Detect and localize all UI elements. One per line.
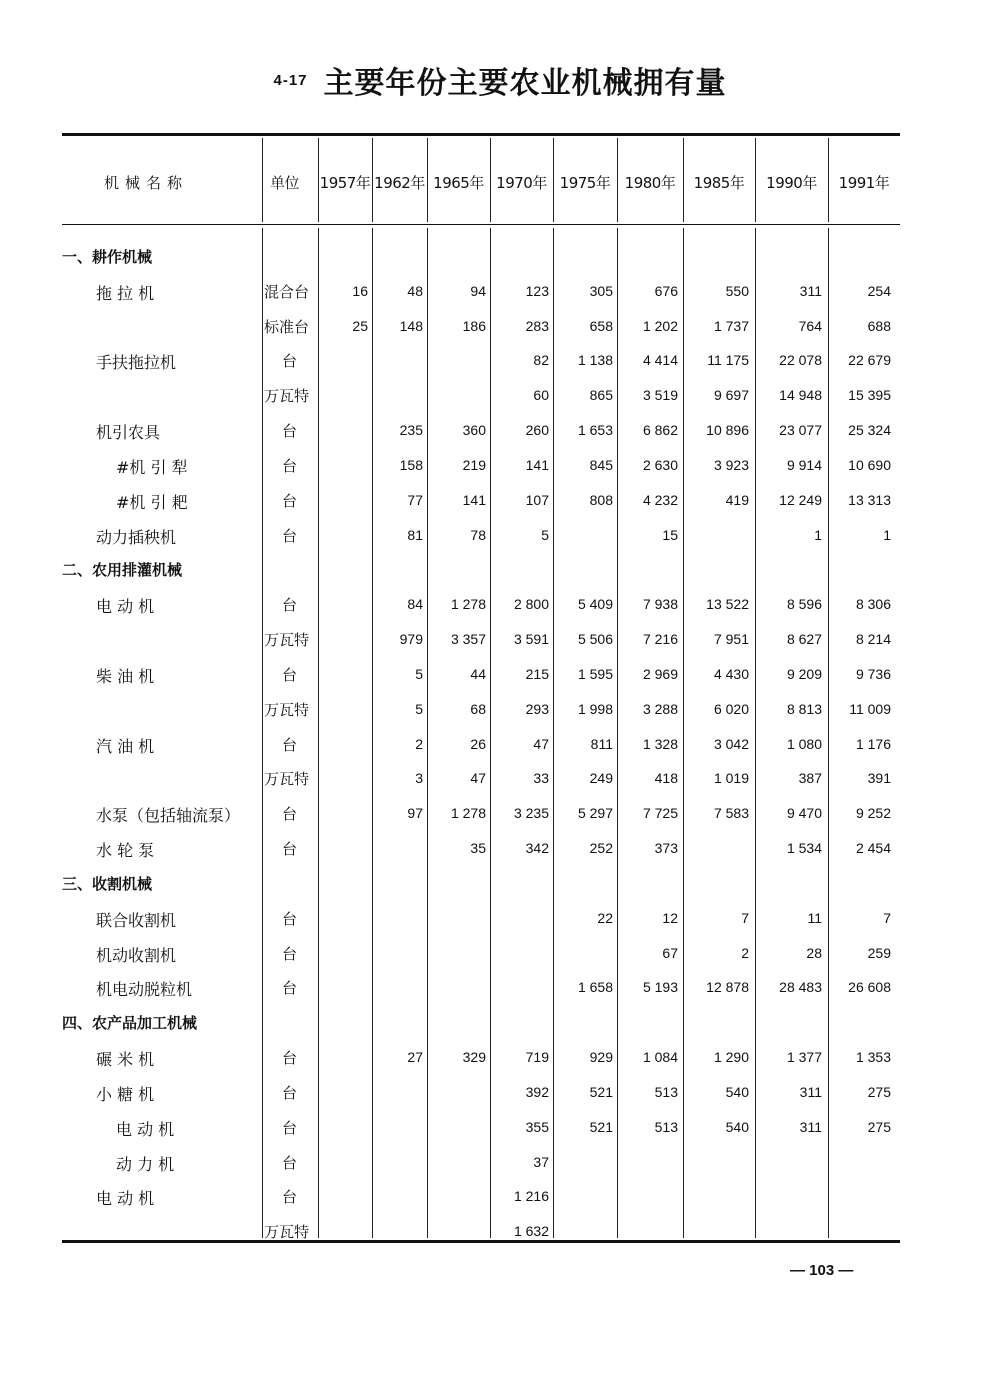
table-cell: 235 [399, 422, 423, 439]
table-cell: 9 252 [855, 805, 891, 822]
table-cell: 12 249 [779, 491, 822, 508]
table-cell: 845 [589, 456, 613, 473]
row-label: 手扶拖拉机 [96, 353, 177, 373]
table-cell: 97 [407, 805, 423, 822]
table-cell: 1 632 [513, 1223, 549, 1240]
table-cell: 311 [799, 1118, 822, 1135]
row-unit: 台 [282, 596, 298, 615]
table-cell: 1 [883, 526, 891, 543]
table-cell: 808 [589, 491, 613, 508]
table-cell: 1 176 [855, 735, 891, 752]
table-cell: 4 232 [642, 491, 678, 508]
table-cell: 5 506 [577, 631, 613, 648]
header-year: 1962年 [374, 174, 425, 192]
table-cell: 13 313 [848, 491, 891, 508]
row-unit: 混合台 [264, 282, 310, 301]
table-cell: 418 [654, 770, 678, 787]
table-cell: 4 414 [642, 352, 678, 369]
row-unit: 台 [282, 979, 298, 998]
header-unit-col: 单位 [270, 174, 300, 192]
table-cell: 676 [654, 282, 678, 299]
header-year: 1990年 [766, 174, 817, 192]
table-cell: 78 [470, 526, 486, 543]
row-unit: 台 [282, 840, 298, 859]
row-label: 电 动 机 [96, 1189, 155, 1209]
table-cell: 311 [799, 1083, 822, 1100]
row-unit: 万瓦特 [264, 770, 310, 789]
row-unit: 台 [282, 1118, 298, 1137]
table-cell: 1 595 [577, 665, 613, 682]
row-label: 汽 油 机 [96, 736, 155, 756]
table-cell: 8 627 [786, 631, 822, 648]
table-cell: 540 [725, 1083, 749, 1100]
table-cell: 929 [589, 1049, 613, 1066]
table-cell: 329 [462, 1049, 486, 1066]
table-cell: 9 697 [713, 387, 749, 404]
row-label: 水 轮 泵 [96, 841, 155, 861]
table-cell: 47 [533, 735, 549, 752]
table-cell: 5 [415, 700, 423, 717]
table-cell: 13 522 [706, 596, 749, 613]
table-cell: 12 [662, 909, 678, 926]
table-cell: 26 608 [848, 979, 891, 996]
table-cell: 15 [662, 526, 678, 543]
table-cell: 1 278 [450, 805, 486, 822]
table-cell: 2 454 [855, 840, 891, 857]
table-cell: 6 862 [642, 422, 678, 439]
table-cell: 373 [654, 840, 678, 857]
table-cell: 865 [589, 387, 613, 404]
table-cell: 979 [399, 631, 423, 648]
header-year: 1970年 [496, 174, 547, 192]
row-label: #机 引 耙 [116, 492, 188, 512]
table-cell: 10 896 [706, 422, 749, 439]
table-cell: 28 483 [779, 979, 822, 996]
row-label: 动 力 机 [116, 1154, 175, 1174]
table-cell: 293 [525, 700, 549, 717]
row-unit: 台 [282, 352, 298, 371]
table-cell: 391 [867, 770, 891, 787]
table-cell: 10 690 [848, 456, 891, 473]
table-cell: 148 [399, 317, 423, 334]
table-cell: 16 [352, 282, 368, 299]
row-label: 拖 拉 机 [96, 283, 155, 303]
header-year: 1975年 [559, 174, 611, 192]
row-unit: 台 [282, 422, 298, 441]
row-label: 小 糖 机 [96, 1084, 155, 1104]
table-cell: 5 409 [577, 596, 613, 613]
table-cell: 719 [525, 1049, 549, 1066]
header-year: 1985年 [693, 174, 745, 192]
table-cell: 3 235 [513, 805, 549, 822]
table-cell: 7 216 [642, 631, 678, 648]
table-cell: 387 [798, 770, 822, 787]
table-cell: 82 [533, 352, 549, 369]
table-cell: 5 193 [642, 979, 678, 996]
table-cell: 688 [867, 317, 891, 334]
row-unit: 万瓦特 [264, 387, 310, 406]
table-cell: 7 725 [642, 805, 678, 822]
row-label: 机电动脱粒机 [96, 980, 193, 1000]
table-cell: 25 [352, 317, 368, 334]
row-unit: 台 [282, 456, 298, 475]
table-cell: 11 175 [707, 352, 749, 369]
column-divider [755, 228, 756, 1238]
column-divider [553, 228, 554, 1238]
table-cell: 22 078 [779, 352, 822, 369]
section-heading: 二、农用排灌机械 [62, 561, 183, 580]
table-cell: 1 138 [577, 352, 613, 369]
table-cell: 7 [883, 909, 891, 926]
table-cell: 22 [597, 909, 613, 926]
table-cell: 7 583 [713, 805, 749, 822]
column-divider [427, 228, 428, 1238]
table-cell: 6 020 [713, 700, 749, 717]
column-divider [372, 228, 373, 1238]
table-cell: 3 [415, 770, 423, 787]
table-cell: 25 324 [848, 422, 891, 439]
table-cell: 8 596 [786, 596, 822, 613]
table-cell: 2 800 [513, 596, 549, 613]
table-cell: 1 290 [713, 1049, 749, 1066]
row-label: 动力插秧机 [96, 527, 177, 547]
table-cell: 419 [725, 491, 749, 508]
table-cell: 1 534 [786, 840, 822, 857]
row-label: 水泵（包括轴流泵） [96, 806, 241, 826]
table-cell: 259 [867, 944, 891, 961]
table-cell: 305 [589, 282, 613, 299]
row-unit: 台 [282, 665, 298, 684]
column-divider [490, 228, 491, 1238]
table-cell: 1 377 [786, 1049, 822, 1066]
header-year: 1965年 [433, 174, 484, 192]
table-cell: 3 357 [450, 631, 486, 648]
row-unit: 台 [282, 1153, 298, 1172]
table-cell: 15 395 [848, 387, 891, 404]
table-cell: 521 [589, 1083, 613, 1100]
table-cell: 2 [415, 735, 423, 752]
table-cell: 1 202 [642, 317, 678, 334]
section-heading: 一、耕作机械 [62, 248, 153, 266]
table-cell: 9 736 [855, 665, 891, 682]
row-unit: 标准台 [264, 317, 310, 336]
table-cell: 764 [798, 317, 822, 334]
table-cell: 12 878 [706, 979, 749, 996]
row-unit: 台 [282, 1049, 298, 1068]
header-year: 1991年 [838, 174, 890, 192]
column-divider [318, 228, 319, 1238]
table-cell: 11 009 [849, 700, 891, 717]
row-label: 机动收割机 [96, 945, 177, 965]
table-cell: 360 [462, 422, 486, 439]
table-cell: 1 998 [577, 700, 613, 717]
row-unit: 台 [282, 944, 298, 963]
table-cell: 3 591 [513, 631, 549, 648]
table-cell: 186 [462, 317, 486, 334]
table-cell: 658 [589, 317, 613, 334]
table-cell: 215 [525, 665, 549, 682]
table-cell: 252 [589, 840, 613, 857]
table-cell: 5 [541, 526, 549, 543]
row-label: 电 动 机 [116, 1119, 175, 1139]
table-cell: 1 328 [642, 735, 678, 752]
row-label: 机引农具 [96, 423, 161, 443]
table-cell: 521 [589, 1118, 613, 1135]
column-divider [828, 228, 829, 1238]
table-cell: 47 [470, 770, 486, 787]
column-divider [683, 228, 684, 1238]
row-unit: 台 [282, 1188, 298, 1207]
table-cell: 1 278 [450, 596, 486, 613]
row-unit: 台 [282, 909, 298, 928]
row-unit: 台 [282, 491, 298, 510]
table-cell: 11 [807, 909, 822, 926]
table-cell: 37 [533, 1153, 549, 1170]
table-cell: 540 [725, 1118, 749, 1135]
table-cell: 14 948 [779, 387, 822, 404]
table-cell: 1 084 [642, 1049, 678, 1066]
row-label: #机 引 犁 [116, 457, 188, 477]
table-cell: 7 [741, 909, 749, 926]
table-cell: 1 353 [855, 1049, 891, 1066]
row-unit: 台 [282, 805, 298, 824]
header-year: 1957年 [319, 174, 371, 192]
row-unit: 万瓦特 [264, 700, 310, 719]
table-cell: 3 042 [713, 735, 749, 752]
column-divider [262, 228, 263, 1238]
row-unit: 台 [282, 735, 298, 754]
table-cell: 60 [533, 387, 549, 404]
page-number: — 103 — [790, 1262, 854, 1279]
table-cell: 84 [407, 596, 423, 613]
table-cell: 77 [407, 491, 423, 508]
bottom-rule [62, 1240, 900, 1243]
table-cell: 8 306 [855, 596, 891, 613]
table-cell: 158 [399, 456, 423, 473]
table-cell: 513 [654, 1083, 678, 1100]
table-cell: 283 [525, 317, 549, 334]
table-cell: 5 [415, 665, 423, 682]
table-cell: 260 [525, 422, 549, 439]
table-cell: 3 923 [713, 456, 749, 473]
table-cell: 123 [525, 282, 549, 299]
table-cell: 23 077 [779, 422, 822, 439]
header-name-col: 机械名称 [104, 174, 189, 192]
row-unit: 万瓦特 [264, 1223, 310, 1242]
table-cell: 513 [654, 1118, 678, 1135]
table-cell: 141 [525, 456, 549, 473]
table-cell: 1 080 [786, 735, 822, 752]
table-cell: 1 658 [577, 979, 613, 996]
row-unit: 台 [282, 526, 298, 545]
table-cell: 8 214 [855, 631, 891, 648]
table-cell: 219 [462, 456, 486, 473]
row-label: 碾 米 机 [96, 1050, 155, 1070]
table-cell: 2 630 [642, 456, 678, 473]
table-cell: 249 [589, 770, 613, 787]
row-label: 柴 油 机 [96, 666, 155, 686]
table-cell: 48 [407, 282, 423, 299]
table-cell: 275 [867, 1118, 891, 1135]
table-cell: 550 [725, 282, 749, 299]
table-cell: 67 [662, 944, 678, 961]
title-text: 主要年份主要农业机械拥有量 [323, 66, 727, 101]
row-unit: 台 [282, 1083, 298, 1102]
table-cell: 355 [525, 1118, 549, 1135]
table-cell: 2 969 [642, 665, 678, 682]
row-label: 电 动 机 [96, 597, 155, 617]
table-cell: 141 [462, 491, 486, 508]
table-number: 4-17 [273, 71, 308, 89]
table-cell: 2 [741, 944, 749, 961]
table-cell: 254 [867, 282, 891, 299]
section-heading: 四、农产品加工机械 [62, 1014, 198, 1033]
table-cell: 311 [799, 282, 822, 299]
table-cell: 8 813 [786, 700, 822, 717]
table-cell: 3 288 [642, 700, 678, 717]
table-cell: 275 [867, 1083, 891, 1100]
table-cell: 3 519 [642, 387, 678, 404]
table-cell: 7 951 [713, 631, 749, 648]
table-cell: 392 [525, 1083, 549, 1100]
table-cell: 33 [533, 770, 549, 787]
header-year: 1980年 [624, 174, 676, 192]
table-cell: 9 470 [786, 805, 822, 822]
column-divider [617, 228, 618, 1238]
header-rule [62, 224, 900, 225]
table-cell: 81 [407, 526, 423, 543]
section-heading: 三、收割机械 [62, 874, 153, 893]
row-label: 联合收割机 [96, 910, 177, 930]
table-cell: 28 [806, 944, 822, 961]
table-cell: 27 [407, 1049, 423, 1066]
table-cell: 1 216 [513, 1188, 549, 1205]
table-cell: 5 297 [577, 805, 613, 822]
table-cell: 9 209 [786, 665, 822, 682]
table-cell: 107 [525, 491, 549, 508]
table-title [0, 58, 1000, 102]
row-unit: 万瓦特 [264, 631, 310, 650]
table-cell: 1 737 [713, 317, 749, 334]
table-cell: 26 [470, 735, 486, 752]
table-cell: 4 430 [713, 665, 749, 682]
table-cell: 342 [525, 840, 549, 857]
column-divider-header [262, 138, 263, 222]
table-cell: 1 019 [713, 770, 749, 787]
table-cell: 35 [470, 840, 486, 857]
table-cell: 7 938 [642, 596, 678, 613]
table-cell: 9 914 [786, 456, 822, 473]
table-cell: 22 679 [848, 352, 891, 369]
table-cell: 1 653 [577, 422, 613, 439]
table-cell: 1 [814, 526, 822, 543]
table-cell: 68 [470, 700, 486, 717]
table-cell: 811 [590, 735, 613, 752]
table-cell: 44 [470, 665, 486, 682]
table-cell: 94 [470, 282, 486, 299]
top-rule [62, 133, 900, 136]
